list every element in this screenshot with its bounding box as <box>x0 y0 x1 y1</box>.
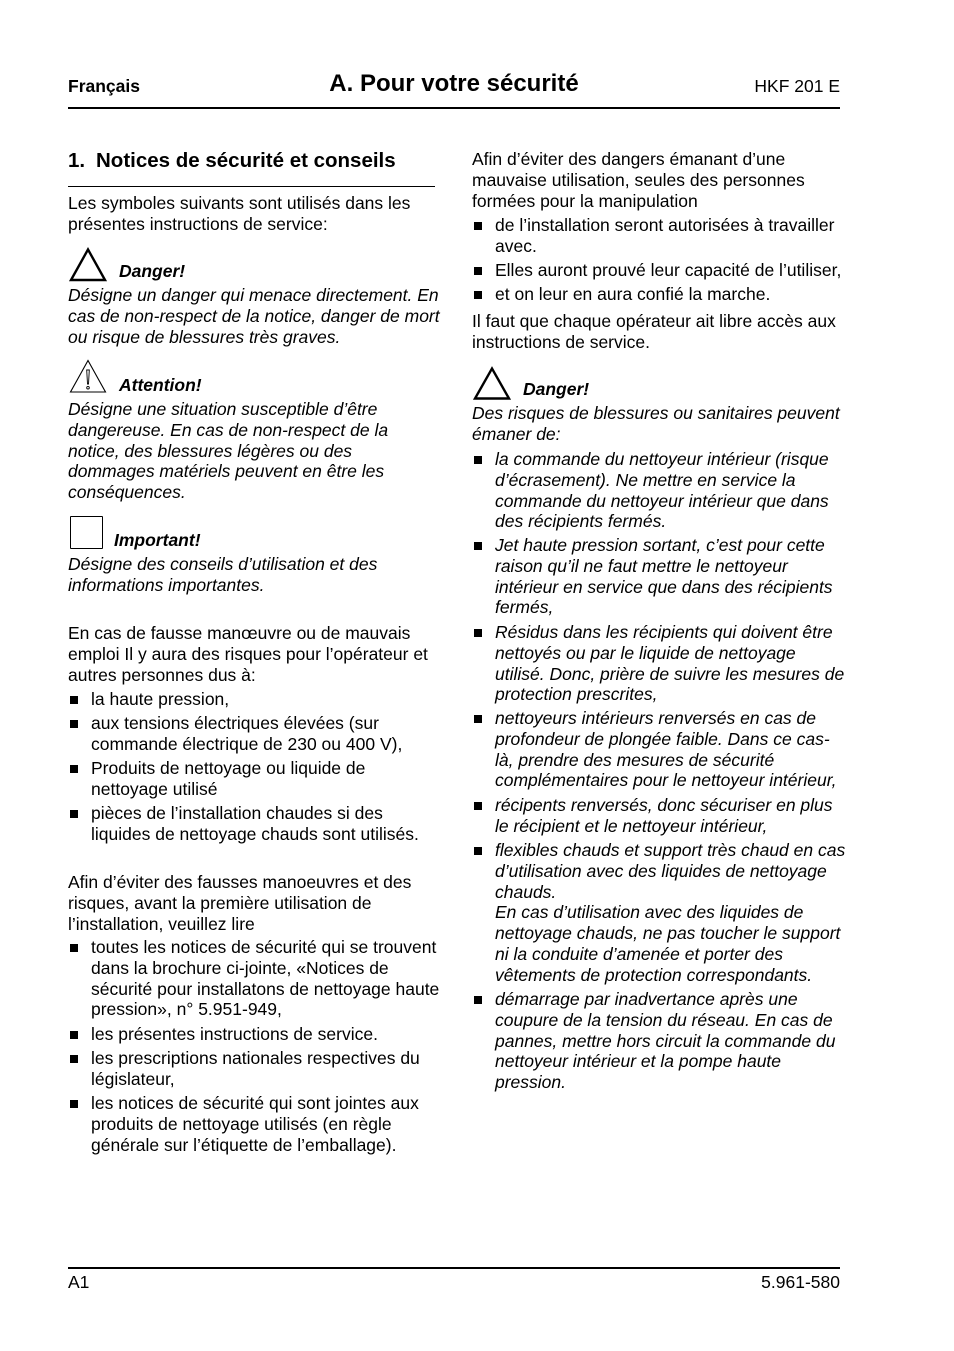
square-bullet-icon <box>70 1055 78 1063</box>
reading-item-text: les notices de sécurité qui sont jointes aux produits de nettoyage utilisés (en règle générale sur l’étiquette de l’emballage). <box>91 1093 419 1155</box>
section-heading <box>68 149 396 173</box>
hazard-item <box>472 795 840 837</box>
hazard-item <box>472 449 840 532</box>
operator-item-text: de l’installation seront autorisées à travailler avec. <box>495 215 835 256</box>
operator-item <box>472 215 840 257</box>
hazard-item-text: récipents renversés, donc sécuriser en plus le récipient et le nettoyeur intérieur, <box>495 795 833 836</box>
square-bullet-icon <box>474 456 482 464</box>
hazard-item-text: la commande du nettoyeur intérieur (risque d’écrasement). Ne mettre en service la commande du nettoyeur intérieur que dans des récipients fermés. <box>495 449 829 532</box>
risk-item-text: aux tensions électriques élevées (sur commande électrique de 230 ou 400 V), <box>91 713 403 754</box>
operator-item-text: et on leur en aura confié la marche. <box>495 284 771 304</box>
danger-description: Des risques de blessures ou sanitaires peuvent émaner de: <box>472 403 840 444</box>
page-title: A. Pour votre sécurité <box>329 70 579 97</box>
risk-item <box>68 758 435 800</box>
risk-item <box>68 689 435 710</box>
reading-intro-paragraph: Afin d’éviter des fausses manoeuvres et des risques, avant la première utilisation de l’installation, veuillez lire <box>68 872 412 934</box>
danger-description: Désigne un danger qui menace directement. En cas de non-respect de la notice, danger de mort ou risque de blessures très graves. <box>68 285 440 347</box>
hazard-item-text: nettoyeurs intérieurs renversés en cas de profondeur de plongée faible. Dans ce cas- là, prendre des mesures de sécurité complémentaires pour le nettoyeur intérieur, <box>495 708 837 791</box>
square-bullet-icon <box>474 291 482 299</box>
header-language: Français <box>68 76 140 96</box>
section-title: Notices de sécurité et conseils <box>96 149 396 172</box>
reading-item <box>68 1048 435 1090</box>
attention-warning-icon <box>69 359 107 394</box>
section-rule <box>68 186 435 187</box>
attention-description: Désigne une situation susceptible d’être dangereuse. En cas de non-respect de la notice, des blessures légères ou des dommages matériels peuvent en être les conséquences. <box>68 399 389 503</box>
attention-label: Attention! <box>119 375 202 395</box>
square-bullet-icon <box>474 996 482 1004</box>
square-bullet-icon <box>474 629 482 637</box>
danger-label: Danger! <box>119 261 186 281</box>
access-note-paragraph: Il faut que chaque opérateur ait libre accès aux instructions de service. <box>472 311 836 352</box>
right-column <box>472 0 846 1351</box>
hazard-item <box>472 989 840 1093</box>
square-bullet-icon <box>70 720 78 728</box>
risk-item <box>68 713 435 755</box>
hazard-item-text: flexibles chauds et support très chaud en cas d’utilisation avec des liquides de nettoyage chauds. En cas d’utilisation avec des liquides de nettoyage chauds, ne pas toucher le support ni la conduite d’amenée et porter des vêtements de protection correspondants. <box>495 840 846 985</box>
square-bullet-icon <box>474 267 482 275</box>
model-name: HKF 201 E <box>754 76 840 96</box>
intro-paragraph: Les symboles suivants sont utilisés dans les présentes instructions de service: <box>68 193 411 234</box>
footer-rule <box>68 1267 840 1269</box>
risk-item-text: la haute pression, <box>91 689 230 709</box>
hazard-item-text: Résidus dans les récipients qui doivent être nettoyés ou par le liquide de nettoyage utilisé. Donc, prière de suivre les mesures de protection prescrites, <box>495 622 845 705</box>
important-box-icon <box>70 516 103 549</box>
operators-intro-paragraph: Afin d’éviter des dangers émanant d’une mauvaise utilisation, seules des personnes formées pour la manipulation <box>472 149 805 211</box>
operator-item <box>472 260 840 281</box>
square-bullet-icon <box>70 810 78 818</box>
operator-item <box>472 284 840 305</box>
square-bullet-icon <box>70 944 78 952</box>
risk-item <box>68 803 435 845</box>
reading-item-text: les prescriptions nationales respectives du législateur, <box>91 1048 420 1089</box>
hazard-item <box>472 708 840 791</box>
risks-intro-paragraph: En cas de fausse manœuvre ou de mauvais emploi Il y aura des risques pour l’opérateur et autres personnes dus à: <box>68 623 428 685</box>
square-bullet-icon <box>70 765 78 773</box>
square-bullet-icon <box>70 696 78 704</box>
risk-item-text: pièces de l’installation chaudes si des liquides de nettoyage chauds sont utilisés. <box>91 803 419 844</box>
important-description: Désigne des conseils d’utilisation et des informations importantes. <box>68 554 378 595</box>
square-bullet-icon <box>474 542 482 550</box>
square-bullet-icon <box>474 802 482 810</box>
square-bullet-icon <box>474 222 482 230</box>
reading-item-text: toutes les notices de sécurité qui se trouvent dans la brochure ci-jointe, «Notices de sécurité pour installatons de nettoyage haute pression», n° 5.951-949, <box>91 937 440 1020</box>
reading-item-text: les présentes instructions de service. <box>91 1024 378 1044</box>
reading-item <box>68 1024 435 1045</box>
square-bullet-icon <box>474 847 482 855</box>
hazard-item-text: Jet haute pression sortant, c’est pour cette raison qu’il ne faut mettre le nettoyeur intérieur en service que dans des récipients fermés, <box>495 535 833 618</box>
operator-item-text: Elles auront prouvé leur capacité de l’utiliser, <box>495 260 842 280</box>
square-bullet-icon <box>70 1031 78 1039</box>
square-bullet-icon <box>70 1100 78 1108</box>
document-number: 5.961-580 <box>761 1272 840 1292</box>
hazard-item <box>472 840 846 986</box>
important-label: Important! <box>114 530 201 550</box>
hazard-item <box>472 622 845 705</box>
danger-triangle-icon <box>473 366 511 401</box>
page-number: A1 <box>68 1272 90 1292</box>
hazard-item-text: démarrage par inadvertance après une coupure de la tension du réseau. En cas de pannes, mettre hors circuit la commande du nettoyeur intérieur et la pompe haute pression. <box>495 989 836 1093</box>
square-bullet-icon <box>474 715 482 723</box>
danger-triangle-icon <box>69 247 107 282</box>
hazard-item <box>472 535 840 618</box>
danger-label: Danger! <box>523 379 590 399</box>
reading-item <box>68 1093 435 1155</box>
left-column <box>68 0 440 1351</box>
reading-item <box>68 937 440 1020</box>
risk-item-text: Produits de nettoyage ou liquide de nettoyage utilisé <box>91 758 366 799</box>
section-number: 1. <box>68 149 86 172</box>
